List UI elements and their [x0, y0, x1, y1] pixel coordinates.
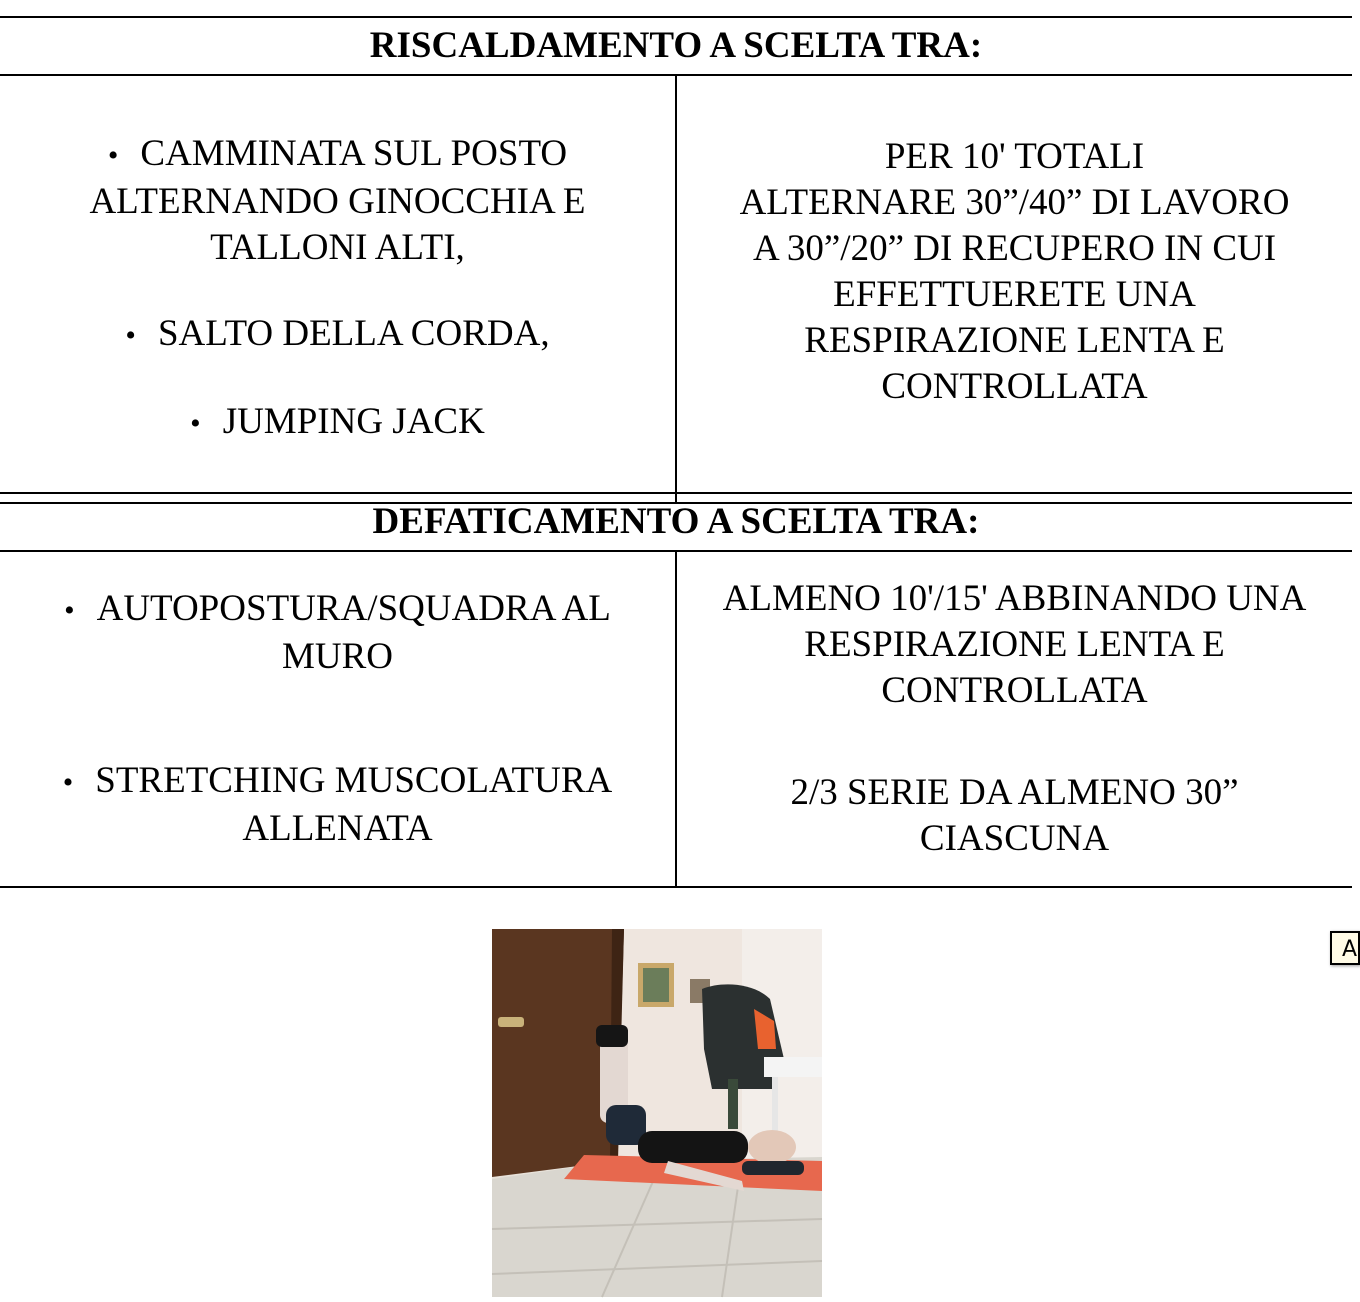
list-item: • SALTO DELLA CORDA,: [125, 313, 550, 354]
bullet-icon: •: [190, 407, 201, 440]
exercise-photo: [492, 929, 822, 1297]
cooldown-header: DEFATICAMENTO A SCELTA TRA:: [0, 493, 1352, 551]
list-item: • STRETCHING MUSCOLATURA ALLENATA: [62, 760, 613, 849]
cooldown-description-1: ALMENO 10'/15' ABBINANDO UNA RESPIRAZIONE LENTA E CONTROLLATA: [722, 578, 1307, 711]
bullet-icon: •: [62, 766, 74, 799]
warmup-exercise-list: [0, 131, 675, 447]
list-item: • JUMPING JACK: [190, 401, 485, 442]
cooldown-exercise-list: [0, 586, 675, 852]
warmup-table: [0, 16, 1352, 504]
annotation-tag[interactable]: A: [1330, 931, 1360, 965]
warmup-description-cell: [676, 75, 1352, 503]
exercise-photo-illustration: [492, 929, 822, 1297]
cooldown-description-2: 2/3 SERIE DA ALMENO 30” CIASCUNA: [790, 772, 1239, 859]
cooldown-description-cell: [676, 551, 1352, 887]
warmup-description: PER 10' TOTALI ALTERNARE 30”/40” DI LAVORO A 30”/20” DI RECUPERO IN CUI EFFETTUERETE UNA RESPIRAZIONE LENTA E CONTROLLATA: [739, 136, 1290, 407]
list-item: • AUTOPOSTURA/SQUADRA AL MURO: [64, 588, 611, 677]
bullet-icon: •: [107, 139, 119, 172]
bullet-icon: •: [64, 594, 75, 627]
warmup-header: RISCALDAMENTO A SCELTA TRA:: [0, 17, 1352, 75]
warmup-exercises-cell: [0, 75, 676, 503]
list-item: • CAMMINATA SUL POSTO ALTERNANDO GINOCCHIA E TALLONI ALTI,: [89, 133, 586, 268]
cooldown-exercises-cell: [0, 551, 676, 887]
cooldown-table: [0, 492, 1352, 888]
bullet-icon: •: [125, 319, 136, 352]
